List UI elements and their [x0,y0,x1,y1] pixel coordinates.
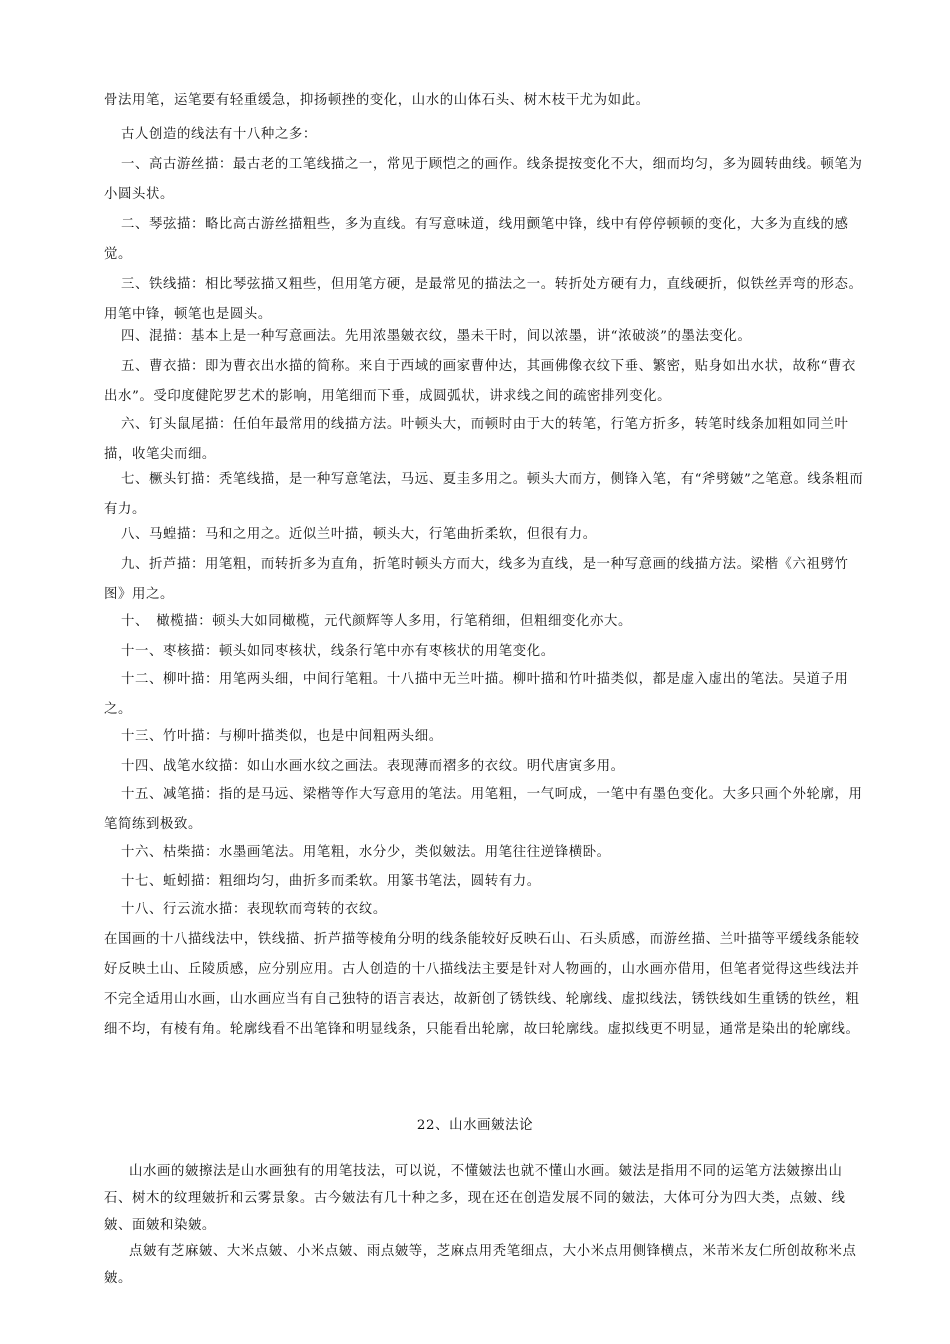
paragraph-item-11: 十一、枣核描：顿头如同枣核状，线条行笔中亦有枣核状的用笔变化。 [121,644,555,659]
paragraph-item-7: 七、橛头钉描：秃笔线描，是一种写意笔法，马远、夏圭多用之。顿头大而方，侧锋入笔，有“斧劈皴”之笔意。线条粗而有力。 [104,472,864,517]
paragraph-item-14: 十四、战笔水纹描：如山水画水纹之画法。表现薄而褶多的衣纹。明代唐寅多用。 [121,759,625,774]
paragraph-item-9: 九、折芦描：用笔粗，而转折多为直角，折笔时顿头方而大，线多为直线，是一种写意画的线描方法。梁楷《六祖劈竹图》用之。 [104,557,849,602]
paragraph-item-18: 十八、行云流水描：表现软而弯转的衣纹。 [121,902,387,917]
section-heading: 22、山水画皴法论 [416,1118,534,1133]
paragraph-summary: 在国画的十八描线法中，铁线描、折芦描等棱角分明的线条能较好反映石山、石头质感，而游丝描、兰叶描等平缓线条能较好反映土山、丘陵质感，应分别应用。古人创造的十八描线法主要是针对人物画的，山水画亦借用，但笔者觉得这些线法并不完全适用山水画，山水画应当有自己独特的语言表达，故新创了锈铁线、轮廓线、虚拟线法，锈铁线如生重锈的铁丝，粗细不均，有棱有角。轮廓线看不出笔锋和明显线条，只能看出轮廓，故曰轮廓线。虚拟线更不明显，通常是染出的轮廓线。 [104,932,860,1037]
paragraph-item-12: 十二、柳叶描：用笔两头细，中间行笔粗。十八描中无兰叶描。柳叶描和竹叶描类似，都是虚入虚出的笔法。吴道子用之。 [104,672,849,717]
paragraph-item-13: 十三、竹叶描：与柳叶描类似，也是中间粗两头细。 [121,729,443,744]
paragraph-item-10: 十、 橄榄描：顿头大如同橄榄，元代颜辉等人多用，行笔稍细，但粗细变化亦大。 [121,614,632,629]
paragraph-eighteen-intro: 古人创造的线法有十八种之多： [121,127,317,142]
paragraph-item-6: 六、钉头鼠尾描：任伯年最常用的线描方法。叶顿头大，而顿时由于大的转笔，行笔方折多，转笔时线条加粗如同兰叶描，收笔尖而细。 [104,417,849,462]
paragraph-dian-cun: 点皴有芝麻皴、大米点皴、小米点皴、雨点皴等，芝麻点用秃笔细点，大小米点用侧锋横点，米芾米友仁所创故称米点皴。 [104,1244,857,1286]
paragraph-item-5: 五、曹衣描：即为曹衣出水描的简称。来自于西域的画家曹仲达，其画佛像衣纹下垂、繁密，贴身如出水状，故称“曹衣出水”。受印度健陀罗艺术的影响，用笔细而下垂，成圆弧状，讲求线之间的疏密排列变化。 [104,359,856,404]
paragraph-item-15: 十五、减笔描：指的是马远、梁楷等作大写意用的笔法。用笔粗，一气呵成，一笔中有墨色变化。大多只画个外轮廓，用笔简练到极致。 [104,787,863,832]
paragraph-item-17: 十七、蚯蚓描：粗细均匀，曲折多而柔软。用篆书笔法，圆转有力。 [121,874,541,889]
paragraph-cun-intro: 山水画的皴擦法是山水画独有的用笔技法，可以说，不懂皴法也就不懂山水画。皴法是指用不同的运笔方法皴擦出山石、树木的纹理皴折和云雾景象。古今皴法有几十种之多，现在还在创造发展不同的皴法，大体可分为四大类，点皴、线皴、面皴和染皴。 [104,1164,846,1233]
paragraph-item-16: 十六、枯柴描：水墨画笔法。用笔粗，水分少，类似皴法。用笔往往逆锋横卧。 [121,845,611,860]
paragraph-item-3: 三、铁线描：相比琴弦描又粗些，但用笔方硬，是最常见的描法之一。转折处方硬有力，直线硬折，似铁丝弄弯的形态。用笔中锋，顿笔也是圆头。 [104,277,863,322]
paragraph-item-4: 四、混描：基本上是一种写意画法。先用浓墨皴衣纹，墨未干时，间以浓墨，讲“浓破淡”的墨法变化。 [121,329,752,344]
paragraph-intro: 骨法用笔，运笔要有轻重缓急，抑扬顿挫的变化，山水的山体石头、树木枝干尤为如此。 [104,93,650,108]
paragraph-item-8: 八、马蝗描：马和之用之。近似兰叶描，顿头大，行笔曲折柔软，但很有力。 [121,527,597,542]
paragraph-item-2: 二、琴弦描：略比高古游丝描粗些，多为直线。有写意味道，线用颤笔中锋，线中有停停顿顿的变化，大多为直线的感觉。 [104,217,849,262]
paragraph-item-1: 一、高古游丝描：最古老的工笔线描之一，常见于顾恺之的画作。线条提按变化不大，细而均匀，多为圆转曲线。顿笔为小圆头状。 [104,157,863,202]
